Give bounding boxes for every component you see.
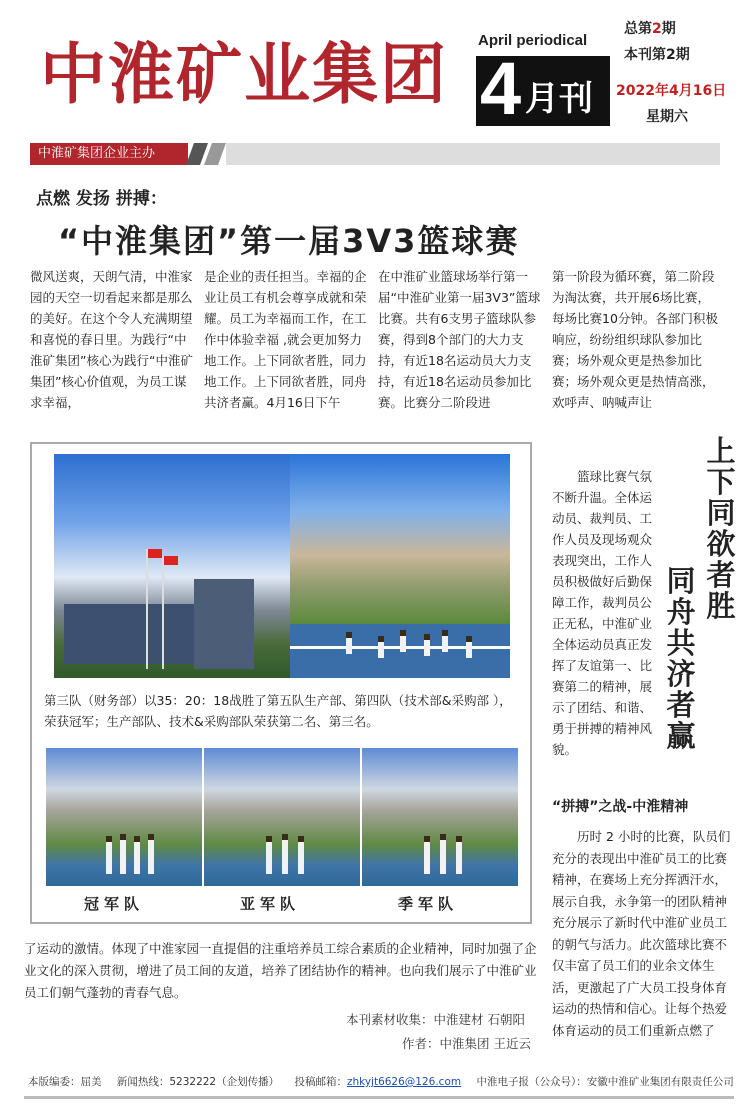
article-column-4: 第一阶段为循环赛，第二阶段为淘汰赛，共开展6场比赛，每场比赛10分钟。各部门积极响应，纷纷组织球队参加比赛；场外观众更是热参加比赛；场外观众更是热情高涨，欢呼声、呐喊声让 (552, 269, 718, 410)
footer-wechat: 中淮电子报（公众号）：安徽中淮矿业集团有限责任公司 (476, 1076, 734, 1088)
photo-caption: 第三队（财务部）以35：20：18战胜了第五队生产部、第四队（技术部&采购部 ），荣获冠军；生产部队、技术&采购部队荣获第二名、第三名。 (44, 693, 512, 729)
footer-hotline: 新闻热线：5232222（企划传播） (116, 1076, 280, 1088)
footer-editor: 本版编委：屈美 (28, 1076, 102, 1088)
periodical-label: April periodical (478, 32, 588, 49)
month-number: 4 (480, 47, 522, 130)
third-place-label: 季军队 (398, 895, 459, 913)
photo-champion-team (46, 748, 202, 886)
issue-weekday: 星期六 (646, 109, 688, 125)
total-issue-suffix: 期 (661, 21, 676, 37)
total-issue-number: 2 (652, 21, 662, 37)
issue-date: 2022年4月16日 (616, 83, 727, 99)
this-issue: 本刊第2期 (624, 47, 690, 63)
side-article-text-2: 历时 2 小时的比赛，队员们充分的表现出中淮矿员工的比赛精神，在赛场上充分挥洒汗水，展示自我，永争第一的团队精神充分展示了新时代中淮矿业员工的朝气与活力。此次篮球比赛不仅丰富了员工们的业余文体生活，更激起了广大员工投身体育运动的热情和信心。让每个热爱体育运动的员工们重新点燃了 (552, 829, 731, 1038)
article-column-1: 微风送爽，天朗气清，中淮家园的天空一切看起来都是那么的美好。在这个令人充满期望和喜悦的春日里。为践行“中淮矿集团”核心为践行“中淮矿集团”核心价值观，为员工谋求幸福， (30, 269, 193, 410)
photo-basketball-game (290, 454, 510, 678)
sub-headline: “拼搏”之战-中淮精神 (552, 799, 689, 815)
article-column-3: 在中淮矿业篮球场举行第一届“中淮矿业第一届3V3”篮球比赛。共有6支男子篮球队参赛，得到8个部门的大力支持，有近18名运动员大力支持，有近18名运动员参加比赛。比赛分二阶段进 (378, 269, 541, 410)
bottom-paragraph: 了运动的激情。体现了中淮家园一直提倡的注重培养员工综合素质的企业精神，同时加强了企业文化的深入贯彻，增进了员工间的友道，培养了团结协作的精神。也向我们展示了中淮矿业员工们朝气蓬勃的青春气息。 (24, 941, 537, 1000)
footer-email-link[interactable]: zhkyjt6626@126.com (346, 1076, 462, 1088)
masthead-title: 中淮矿业集团 (40, 36, 448, 113)
photo-company-building (54, 454, 290, 678)
champion-label: 冠军队 (84, 895, 145, 913)
banner-stripe (204, 143, 226, 165)
sponsor-banner: 中淮矿集团企业主办 (30, 143, 188, 165)
runner-up-label: 亚军队 (240, 895, 301, 913)
footer (28, 1074, 738, 1089)
article-headline: “中淮集团”第一届3V3篮球赛 (58, 222, 520, 260)
vertical-slogan-2: 同舟共济者赢 (666, 564, 696, 753)
vertical-slogan-1: 上下同欲者胜 (706, 434, 736, 623)
footer-email-label: 投稿邮箱： (294, 1076, 347, 1088)
author-credit: 作者：中淮集团 王近云 (402, 1036, 531, 1051)
side-article-text (552, 466, 662, 760)
article-kicker: 点燃 发扬 拼搏： (36, 189, 167, 209)
total-issue (624, 18, 676, 38)
photo-runner-up-team (204, 748, 360, 886)
footer-divider (24, 1096, 734, 1099)
month-text: 月刊 (525, 79, 593, 119)
banner-bar (226, 143, 720, 165)
photo-third-place-team (362, 748, 518, 886)
article-column-2: 是企业的责任担当。幸福的企业让员工有机会尊享成就和荣耀。员工为幸福而工作，在工作中体验幸福 ,就会更加努力地工作。上下同欲者胜，同力地工作。上下同欲者胜，同舟共济者赢。4月16日下午 (204, 269, 367, 410)
material-credit: 本刊素材收集：中淮建材 石朝阳 (346, 1012, 525, 1027)
side-article-body: 篮球比赛气氛不断升温。全体运动员、裁判员、工作人员及现场观众表现突出，工作人员积极做好后勤保障工作，裁判员公正无私，中淮矿业全体运动员真正发挥了友谊第一、比赛第二的精神，展示了团结、和谐、勇于拼搏的精神风貌。 (552, 469, 653, 757)
total-issue-prefix: 总第 (624, 21, 652, 37)
